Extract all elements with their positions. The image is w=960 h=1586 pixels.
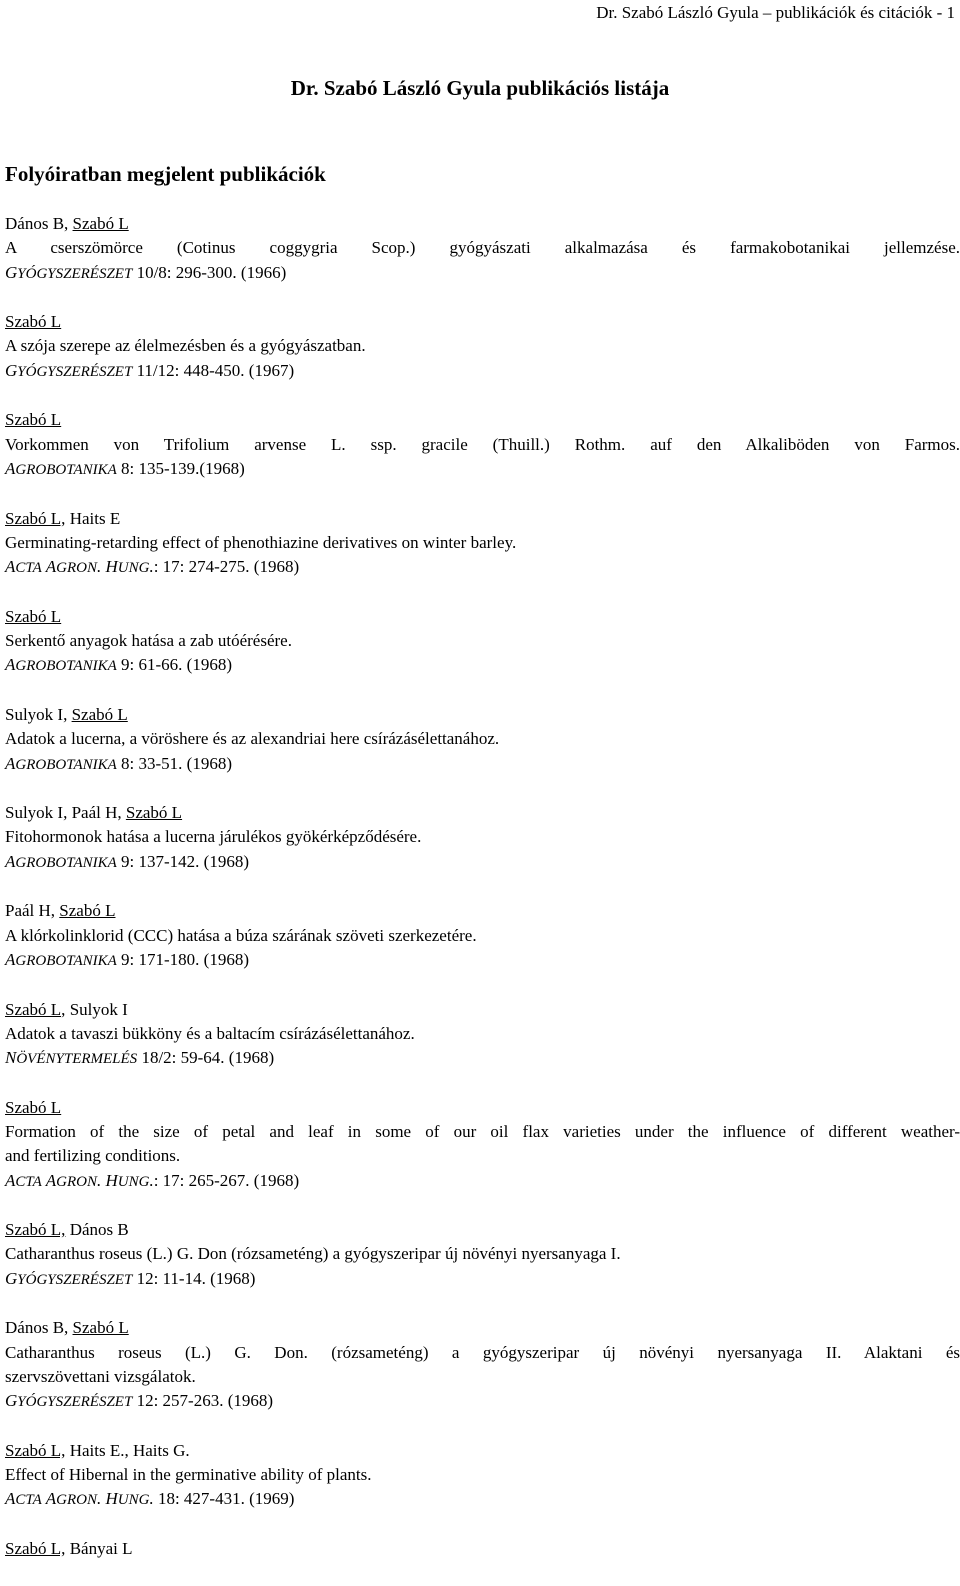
publication-authors (5, 507, 960, 531)
publication-source (5, 653, 960, 678)
publication-title: Germinating-retarding effect of phenothiazine derivatives on winter barley. (5, 532, 517, 552)
publication-entry (5, 408, 960, 482)
journal-citation: 12: 257-263. (1968) (132, 1391, 274, 1411)
journal-name: ACTA AGRON. HUNG. (5, 1489, 154, 1509)
publication-source (5, 1046, 960, 1071)
publication-authors (5, 1096, 960, 1120)
publication-source (5, 1389, 960, 1414)
running-title: Dr. Szabó László Gyula – publikációk és citációk - (596, 3, 943, 22)
publication-title: Vorkommen von Trifolium arvense L. ssp. gracile (Thuill.) Rothm. auf den Alkaliböden von Farmos. (5, 434, 960, 454)
journal-citation: 11/12: 448-450. (1967) (132, 360, 295, 380)
publication-title: Formation of the size of petal and leaf in some of our oil flax varieties under the influence of different weather- (5, 1121, 960, 1141)
journal-name: AGROBOTANIKA (5, 949, 117, 969)
journal-name: AGROBOTANIKA (5, 458, 117, 478)
publication-title-continued: and fertilizing conditions. (5, 1146, 181, 1166)
publication-authors (5, 1218, 960, 1242)
journal-citation: 9: 61-66. (1968) (116, 655, 232, 675)
author-szabo-l: Szabó L (125, 803, 183, 823)
publication-title: Fitohormonok hatása a lucerna járulékos gyökérképződésére. (5, 827, 422, 847)
publication-authors (5, 703, 960, 727)
publication-entry (5, 212, 960, 286)
publication-authors (5, 212, 960, 236)
authors-after: Bányai L (65, 1539, 133, 1559)
publication-authors (5, 1316, 960, 1340)
author-szabo-l: Szabó L, (5, 1220, 66, 1240)
publication-title: Effect of Hibernal in the germinative ability of plants. (5, 1465, 372, 1485)
publication-entry (5, 703, 960, 777)
publication-entry (5, 605, 960, 679)
publication-entry (5, 1316, 960, 1414)
publication-source (5, 261, 960, 286)
journal-citation: 8: 135-139.(1968) (116, 458, 245, 478)
publication-source (5, 457, 960, 482)
author-szabo-l: Szabó L, (5, 1440, 66, 1460)
journal-citation: 9: 171-180. (1968) (116, 949, 249, 969)
journal-citation: 9: 137-142. (1968) (116, 851, 249, 871)
publication-authors (5, 1537, 960, 1561)
publication-title: A cserszömörce (Cotinus coggygria Scop.) gyógyászati alkalmazása és farmakobotanikai jellemzése. (5, 238, 960, 258)
publication-source (5, 948, 960, 973)
journal-citation: 18/2: 59-64. (1968) (137, 1048, 275, 1068)
page-number: 1 (946, 3, 955, 22)
publication-entry (5, 1096, 960, 1194)
journal-citation: : 17: 265-267. (1968) (153, 1170, 300, 1190)
journal-name: GYÓGYSZERÉSZET (5, 1391, 133, 1411)
publication-source (5, 1487, 960, 1512)
publication-source (5, 359, 960, 384)
publication-title: A szója szerepe az élelmezésben és a gyógyászatban. (5, 336, 366, 356)
author-szabo-l: Szabó L (5, 1097, 62, 1117)
publication-authors (5, 605, 960, 629)
publication-title: Serkentő anyagok hatása a zab utóérésére. (5, 631, 292, 651)
publication-source (5, 850, 960, 875)
publication-source (5, 1267, 960, 1292)
author-szabo-l: Szabó L, (5, 999, 66, 1019)
publication-title: Catharanthus roseus (L.) G. Don. (rózsameténg) a gyógyszeripar új növényi nyersanyaga II. Alaktani és (5, 1342, 960, 1362)
author-szabo-l: Szabó L (71, 704, 128, 724)
journal-name: GYÓGYSZERÉSZET (5, 1268, 133, 1288)
publication-authors (5, 899, 960, 923)
authors-before: Sulyok I, Paál H, (5, 803, 126, 823)
authors-before: Dános B, (5, 214, 73, 233)
publication-title: Catharanthus roseus (L.) G. Don (rózsameténg) a gyógyszeripar új növényi nyersanyaga I. (5, 1244, 621, 1264)
authors-before: Dános B, (5, 1318, 73, 1338)
publication-authors (5, 1439, 960, 1463)
journal-name: GYÓGYSZERÉSZET (5, 360, 133, 380)
publication-title: A klórkolinklorid (CCC) hatása a búza szárának szöveti szerkezetére. (5, 925, 477, 945)
publication-title: Adatok a tavaszi bükköny és a baltacím csírázásélettanához. (5, 1023, 415, 1043)
author-szabo-l: Szabó L (5, 410, 62, 430)
publication-source (5, 555, 960, 580)
publication-source (5, 752, 960, 777)
author-szabo-l: Szabó L (72, 214, 129, 233)
publication-entry (5, 1218, 960, 1292)
authors-before: Sulyok I, (5, 704, 72, 724)
page-header (596, 3, 955, 23)
journal-citation: 12: 11-14. (1968) (132, 1268, 256, 1288)
publication-authors (5, 801, 960, 825)
publication-entry (5, 899, 960, 973)
publication-entry (5, 1537, 960, 1561)
author-szabo-l: Szabó L (5, 312, 62, 332)
author-szabo-l: Szabó L, (5, 508, 66, 528)
publication-authors (5, 408, 960, 432)
author-szabo-l: Szabó L (5, 606, 62, 626)
journal-name: ACTA AGRON. HUNG. (5, 557, 154, 577)
journal-citation: 8: 33-51. (1968) (116, 753, 232, 773)
publication-entry (5, 507, 960, 581)
journal-name: AGROBOTANIKA (5, 753, 117, 773)
authors-after: Dános B (65, 1220, 129, 1240)
journal-name: AGROBOTANIKA (5, 851, 117, 871)
publication-title-continued: szervszövettani vizsgálatok. (5, 1366, 196, 1386)
publication-entry (5, 310, 960, 384)
document-title: Dr. Szabó László Gyula publikációs listája (290, 76, 670, 100)
journal-name: GYÓGYSZERÉSZET (5, 262, 133, 282)
authors-after: Sulyok I (65, 999, 128, 1019)
publication-entry (5, 801, 960, 875)
author-szabo-l: Szabó L (72, 1318, 129, 1338)
section-title: Folyóiratban megjelent publikációk (5, 162, 326, 186)
journal-name: AGROBOTANIKA (5, 655, 117, 675)
publication-title: Adatok a lucerna, a vöröshere és az alexandriai here csírázásélettanához. (5, 729, 500, 749)
publication-entry (5, 1439, 960, 1513)
publication-authors (5, 998, 960, 1022)
journal-citation: 10/8: 296-300. (1966) (132, 262, 287, 282)
author-szabo-l: Szabó L (59, 901, 116, 921)
journal-name: ACTA AGRON. HUNG. (5, 1170, 154, 1190)
author-szabo-l: Szabó L, (5, 1539, 66, 1559)
journal-name: NÖVÉNYTERMELÉS (5, 1048, 138, 1068)
publication-list (5, 212, 960, 1586)
journal-citation: 18: 427-431. (1969) (153, 1489, 295, 1509)
publication-authors (5, 310, 960, 334)
authors-after: Haits E., Haits G. (65, 1440, 190, 1460)
authors-before: Paál H, (5, 901, 60, 921)
authors-after: Haits E (65, 508, 121, 528)
publication-source (5, 1169, 960, 1194)
journal-citation: : 17: 274-275. (1968) (153, 557, 300, 577)
publication-entry (5, 998, 960, 1072)
